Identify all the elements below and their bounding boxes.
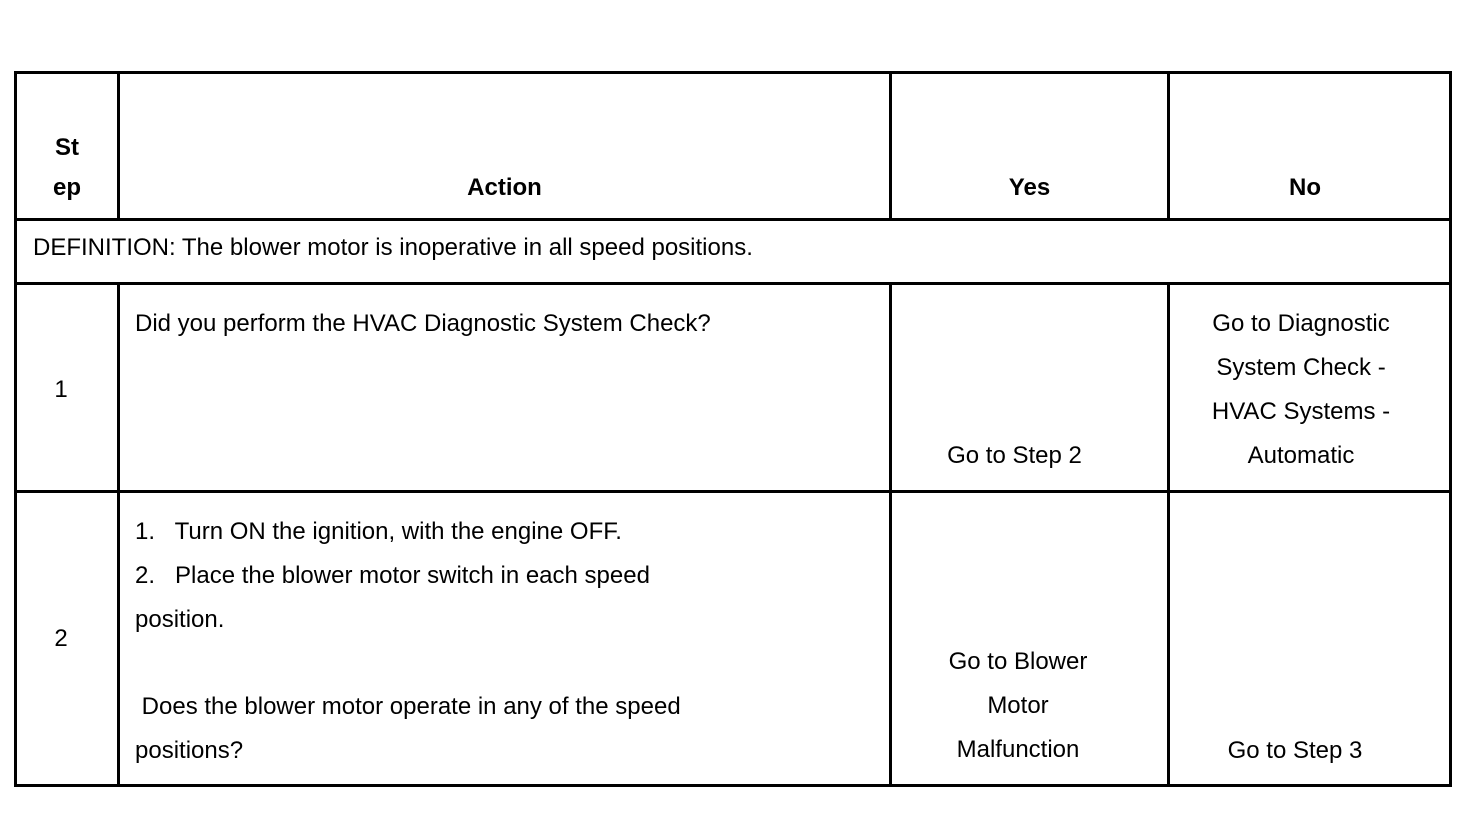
- row2-no: Go to Step 3: [1227, 737, 1363, 764]
- row1-no: [1170, 302, 1432, 478]
- row2-step: 2: [54, 625, 68, 652]
- row1-no-line: HVAC Systems -: [1211, 398, 1391, 425]
- row2-yes-line: Motor: [987, 692, 1049, 719]
- row2-action-item: 2. Place the blower motor switch in each speed: [135, 562, 650, 589]
- header-yes: Yes: [1008, 174, 1051, 201]
- header-action: Action: [467, 174, 542, 201]
- row1-no-line: Go to Diagnostic: [1212, 310, 1390, 337]
- row1-step: 1: [54, 376, 68, 403]
- header-no: No: [1289, 174, 1321, 201]
- header-step: [17, 128, 117, 208]
- row-divider: [17, 490, 1449, 493]
- row2-action-item: position.: [135, 606, 225, 633]
- header-step-line2: ep: [52, 174, 81, 201]
- row1-yes: Go to Step 2: [947, 442, 1082, 469]
- header-divider: [17, 218, 1449, 221]
- row2-question-line: positions?: [135, 737, 244, 764]
- row2-action-items: [135, 510, 650, 642]
- row1-no-line: Automatic: [1247, 442, 1355, 469]
- header-step-line1: St: [55, 134, 79, 161]
- row2-action-item: 1. Turn ON the ignition, with the engine OFF.: [135, 518, 622, 545]
- row1-no-line: System Check -: [1216, 354, 1386, 381]
- row2-yes: [892, 640, 1144, 772]
- col-divider-step: [117, 282, 120, 787]
- definition-divider: [17, 282, 1449, 285]
- row2-question: [135, 685, 681, 773]
- row2-yes-line: Malfunction: [956, 736, 1080, 763]
- row1-action: Did you perform the HVAC Diagnostic System Check?: [135, 310, 711, 337]
- diagnostic-table: [14, 71, 1452, 787]
- row2-yes-line: Go to Blower: [948, 648, 1088, 675]
- definition-text: DEFINITION: The blower motor is inoperative in all speed positions.: [33, 234, 753, 261]
- row2-question-line: Does the blower motor operate in any of the speed: [135, 693, 681, 720]
